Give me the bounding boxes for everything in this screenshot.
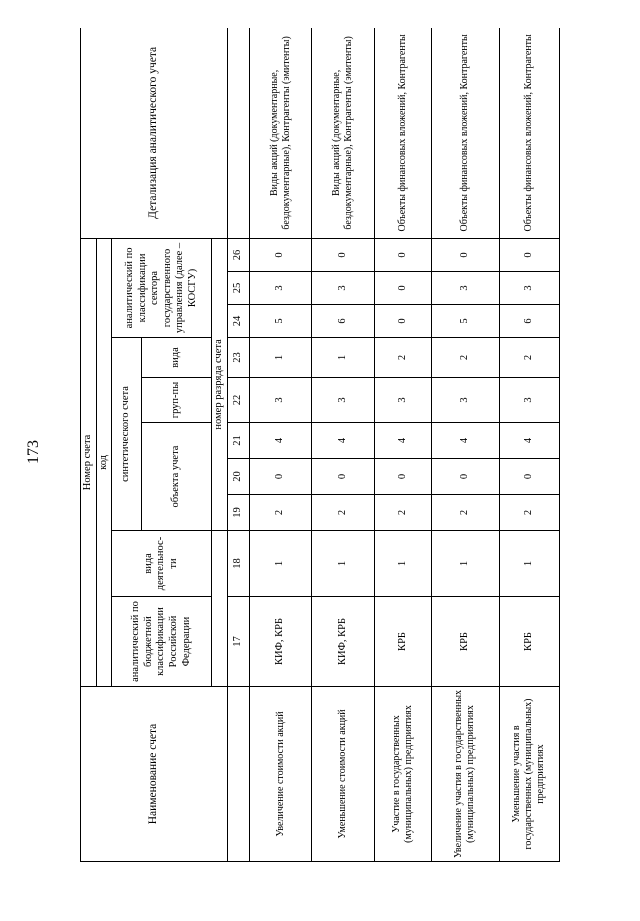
cell-digit-19: 2 — [249, 495, 311, 531]
row-detail: Виды акций (документарные, бездокументарные), Контрагенты (эмитенты) — [249, 28, 311, 238]
digit-cell: 21 — [227, 423, 249, 459]
cell-digit-23: 2 — [431, 338, 499, 378]
cell-digit-21: 4 — [431, 423, 499, 459]
header-analytic-bk: аналитический по бюджетной классификации Российской Федерации — [112, 597, 212, 687]
cell-digit-21: 4 — [312, 423, 374, 459]
row-detail: Виды акций (документарные, бездокументарные), Контрагенты (эмитенты) — [312, 28, 374, 238]
cell-analytic-bk: КРБ — [431, 597, 499, 687]
cell-digit-26: 0 — [312, 238, 374, 271]
header-blank — [212, 531, 228, 687]
digit-cell: 25 — [227, 272, 249, 305]
row-name: Участие в государственных (муниципальных) предприятиях — [374, 687, 431, 862]
table-row — [312, 28, 374, 862]
cell-activity-type: 1 — [374, 531, 431, 597]
cell-digit-19: 2 — [431, 495, 499, 531]
row-detail: Объекты финансовых вложений, Контрагенты — [374, 28, 431, 238]
table-row — [374, 28, 431, 862]
cell-digit-26: 0 — [499, 238, 559, 271]
header-name: Наименование счета — [81, 687, 228, 862]
cell-analytic-bk: КИФ, КРБ — [312, 597, 374, 687]
cell-analytic-bk: КИФ, КРБ — [249, 597, 311, 687]
digit-cell: 17 — [227, 597, 249, 687]
cell-digit-24: 6 — [499, 305, 559, 338]
header-code: код — [96, 238, 112, 686]
cell-digit-24: 5 — [249, 305, 311, 338]
row-detail: Объекты финансовых вложений, Контрагенты — [499, 28, 559, 238]
header-kind: вида — [142, 338, 212, 378]
digit-cell: 26 — [227, 238, 249, 271]
cell-digit-22: 3 — [374, 378, 431, 423]
cell-analytic-bk: КРБ — [374, 597, 431, 687]
cell-digit-20: 0 — [374, 459, 431, 495]
cell-digit-25: 3 — [312, 272, 374, 305]
accounts-table — [80, 28, 560, 862]
cell-digit-22: 3 — [499, 378, 559, 423]
cell-digit-20: 0 — [499, 459, 559, 495]
header-analytic-kosgu: аналитический по классификации сектора государственного управления (далее – КОСГУ) — [112, 238, 212, 337]
row-name: Увеличение стоимости акций — [249, 687, 311, 862]
cell-digit-21: 4 — [499, 423, 559, 459]
header-group: груп-пы — [142, 378, 212, 423]
cell-activity-type: 1 — [499, 531, 559, 597]
cell-digit-20: 0 — [249, 459, 311, 495]
cell-digit-25: 3 — [499, 272, 559, 305]
digit-cell: 18 — [227, 531, 249, 597]
header-activity-type: вида деятельнос-ти — [112, 531, 212, 597]
header-digit-number: номер разряда счета — [212, 238, 228, 530]
cell-digit-24: 5 — [431, 305, 499, 338]
cell-digit-19: 2 — [499, 495, 559, 531]
cell-digit-23: 2 — [374, 338, 431, 378]
row-name: Уменьшение участия в государственных (муниципальных) предприятиях — [499, 687, 559, 862]
digit-cell: 23 — [227, 338, 249, 378]
header-synthetic: синтетического счета — [112, 338, 142, 531]
cell-digit-23: 1 — [249, 338, 311, 378]
header-account-number: Номер счета — [81, 238, 97, 686]
cell-digit-26: 0 — [431, 238, 499, 271]
table-row — [249, 28, 311, 862]
cell-digit-19: 2 — [374, 495, 431, 531]
header-detail: Детализация аналитического учета — [81, 28, 228, 238]
digit-cell: 24 — [227, 305, 249, 338]
cell-digit-22: 3 — [249, 378, 311, 423]
index-cell-name — [227, 687, 249, 862]
cell-digit-23: 2 — [499, 338, 559, 378]
cell-digit-24: 6 — [312, 305, 374, 338]
table-row — [499, 28, 559, 862]
page-number: 173 — [25, 440, 42, 464]
cell-digit-22: 3 — [431, 378, 499, 423]
digit-cell: 22 — [227, 378, 249, 423]
cell-activity-type: 1 — [431, 531, 499, 597]
row-name: Увеличение участия в государственных (муниципальных) предприятиях — [431, 687, 499, 862]
cell-digit-21: 4 — [374, 423, 431, 459]
table-row — [431, 28, 499, 862]
row-detail: Объекты финансовых вложений, Контрагенты — [431, 28, 499, 238]
cell-activity-type: 1 — [312, 531, 374, 597]
cell-activity-type: 1 — [249, 531, 311, 597]
rotated-table-frame — [80, 28, 560, 862]
cell-digit-26: 0 — [374, 238, 431, 271]
cell-digit-21: 4 — [249, 423, 311, 459]
cell-digit-25: 0 — [374, 272, 431, 305]
cell-digit-25: 3 — [249, 272, 311, 305]
header-object: объекта учета — [142, 423, 212, 531]
digit-cell: 19 — [227, 495, 249, 531]
digit-cell: 20 — [227, 459, 249, 495]
cell-digit-19: 2 — [312, 495, 374, 531]
cell-digit-20: 0 — [312, 459, 374, 495]
cell-digit-20: 0 — [431, 459, 499, 495]
cell-digit-25: 3 — [431, 272, 499, 305]
cell-digit-26: 0 — [249, 238, 311, 271]
cell-analytic-bk: КРБ — [499, 597, 559, 687]
index-cell-detail — [227, 28, 249, 238]
cell-digit-24: 0 — [374, 305, 431, 338]
cell-digit-22: 3 — [312, 378, 374, 423]
row-name: Уменьшение стоимости акций — [312, 687, 374, 862]
table-container — [80, 28, 560, 862]
cell-digit-23: 1 — [312, 338, 374, 378]
